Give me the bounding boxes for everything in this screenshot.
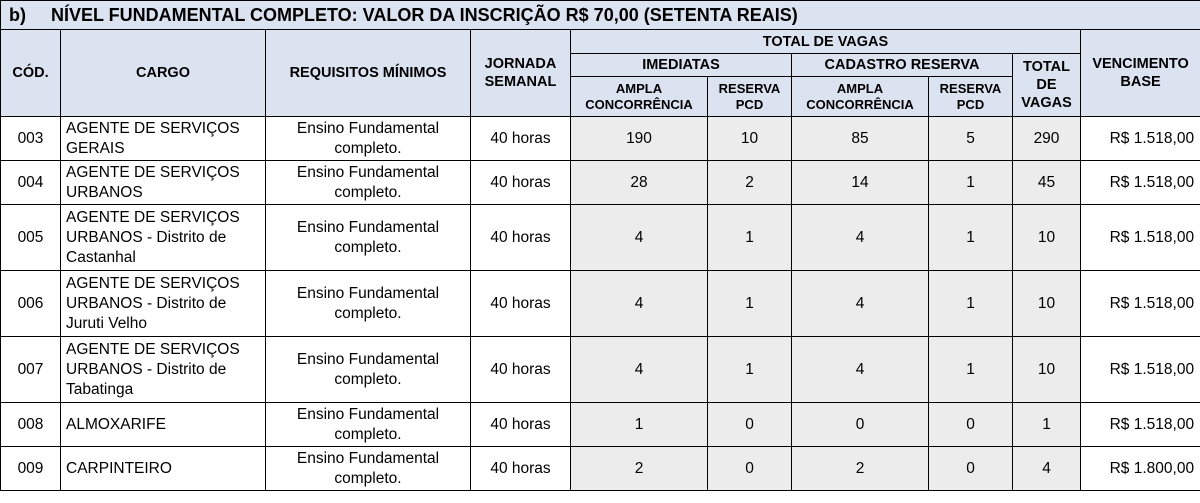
cell-cargo: AGENTE DE SERVIÇOS URBANOS - Distrito de Tabatinga [61,337,266,403]
cell-imediatas-pcd: 2 [708,161,792,205]
header-imediatas-pcd: RESERVA PCD [708,77,792,117]
header-cadastro-pcd: RESERVA PCD [929,77,1013,117]
cell-cadastro-ampla: 14 [792,161,929,205]
cell-imediatas-ampla: 190 [571,117,708,161]
header-vencimento: VENCIMENTO BASE [1081,30,1200,117]
table-row [1,205,1200,271]
table-row [1,337,1200,403]
cell-cod: 005 [1,205,61,271]
cell-cod: 009 [1,447,61,491]
header-cadastro-reserva: CADASTRO RESERVA [792,54,1013,77]
cell-requisitos: Ensino Fundamental completo. [266,403,471,447]
cell-jornada: 40 horas [471,271,571,337]
cell-imediatas-pcd: 0 [708,403,792,447]
header-imediatas: IMEDIATAS [571,54,792,77]
cell-cadastro-pcd: 1 [929,271,1013,337]
cell-cadastro-pcd: 1 [929,205,1013,271]
header-cadastro-ampla: AMPLA CONCORRÊNCIA [792,77,929,117]
cell-cadastro-ampla: 4 [792,337,929,403]
cell-imediatas-pcd: 1 [708,205,792,271]
header-imediatas-ampla: AMPLA CONCORRÊNCIA [571,77,708,117]
cell-requisitos: Ensino Fundamental completo. [266,271,471,337]
cell-cod: 007 [1,337,61,403]
header-cod: CÓD. [1,30,61,117]
cell-total: 290 [1013,117,1081,161]
cell-imediatas-ampla: 2 [571,447,708,491]
cell-imediatas-ampla: 4 [571,337,708,403]
table-row [1,403,1200,447]
cell-vencimento: R$ 1.518,00 [1081,205,1200,271]
cell-vencimento: R$ 1.800,00 [1081,447,1200,491]
cell-vencimento: R$ 1.518,00 [1081,337,1200,403]
cell-requisitos: Ensino Fundamental completo. [266,205,471,271]
cell-requisitos: Ensino Fundamental completo. [266,337,471,403]
cell-cadastro-pcd: 5 [929,117,1013,161]
cell-imediatas-pcd: 0 [708,447,792,491]
cell-imediatas-pcd: 1 [708,337,792,403]
cell-imediatas-ampla: 1 [571,403,708,447]
cell-total: 10 [1013,205,1081,271]
cell-imediatas-pcd: 10 [708,117,792,161]
header-row-1 [1,30,1200,54]
cell-cadastro-ampla: 85 [792,117,929,161]
section-title-text: NÍVEL FUNDAMENTAL COMPLETO: VALOR DA INSCRIÇÃO R$ 70,00 (SETENTA REAIS) [51,4,798,25]
table-row [1,161,1200,205]
cell-total: 45 [1013,161,1081,205]
header-total-de-vagas: TOTAL DE VAGAS [1013,54,1081,117]
cell-jornada: 40 horas [471,337,571,403]
cell-total: 10 [1013,271,1081,337]
cell-cod: 004 [1,161,61,205]
header-jornada: JORNADA SEMANAL [471,30,571,117]
cell-cadastro-pcd: 0 [929,403,1013,447]
cell-cargo: AGENTE DE SERVIÇOS URBANOS - Distrito de Castanhal [61,205,266,271]
section-title-row [1,1,1200,30]
cell-jornada: 40 horas [471,447,571,491]
cell-cadastro-ampla: 4 [792,271,929,337]
cell-total: 10 [1013,337,1081,403]
cell-cadastro-ampla: 2 [792,447,929,491]
table-row [1,271,1200,337]
header-total-vagas-group: TOTAL DE VAGAS [571,30,1081,54]
cell-jornada: 40 horas [471,205,571,271]
cell-cadastro-pcd: 1 [929,161,1013,205]
cell-imediatas-pcd: 1 [708,271,792,337]
cell-cargo: AGENTE DE SERVIÇOS URBANOS - Distrito de Juruti Velho [61,271,266,337]
header-cargo: CARGO [61,30,266,117]
table-row [1,447,1200,491]
cell-cadastro-ampla: 0 [792,403,929,447]
cell-requisitos: Ensino Fundamental completo. [266,117,471,161]
cell-cadastro-ampla: 4 [792,205,929,271]
cell-cod: 006 [1,271,61,337]
section-letter: b) [9,4,26,25]
cell-total: 1 [1013,403,1081,447]
cell-cargo: ALMOXARIFE [61,403,266,447]
cell-requisitos: Ensino Fundamental completo. [266,447,471,491]
cell-total: 4 [1013,447,1081,491]
cell-cargo: AGENTE DE SERVIÇOS URBANOS [61,161,266,205]
cell-vencimento: R$ 1.518,00 [1081,117,1200,161]
table-row [1,117,1200,161]
cell-cargo: CARPINTEIRO [61,447,266,491]
cell-vencimento: R$ 1.518,00 [1081,403,1200,447]
cell-imediatas-ampla: 28 [571,161,708,205]
cell-cargo: AGENTE DE SERVIÇOS GERAIS [61,117,266,161]
cell-requisitos: Ensino Fundamental completo. [266,161,471,205]
header-requisitos: REQUISITOS MÍNIMOS [266,30,471,117]
cell-jornada: 40 horas [471,117,571,161]
cell-vencimento: R$ 1.518,00 [1081,271,1200,337]
cell-imediatas-ampla: 4 [571,205,708,271]
section-title [1,1,1200,30]
cell-cod: 008 [1,403,61,447]
cell-cadastro-pcd: 1 [929,337,1013,403]
cell-vencimento: R$ 1.518,00 [1081,161,1200,205]
cell-cadastro-pcd: 0 [929,447,1013,491]
cell-cod: 003 [1,117,61,161]
cell-jornada: 40 horas [471,403,571,447]
cell-jornada: 40 horas [471,161,571,205]
cell-imediatas-ampla: 4 [571,271,708,337]
